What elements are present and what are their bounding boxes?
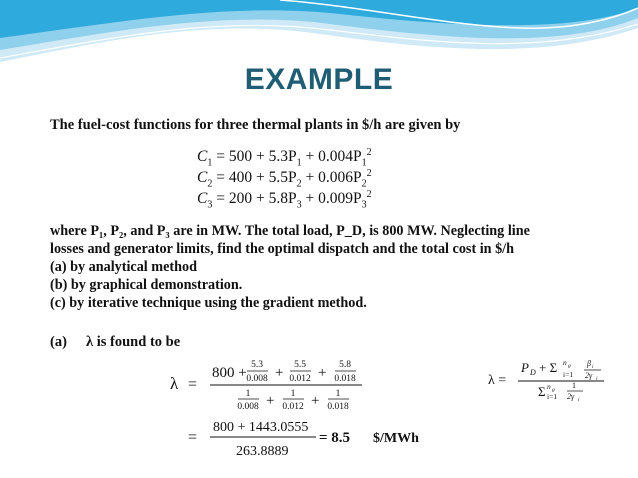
general-beta: β xyxy=(587,359,591,368)
result-unit: $/MWh xyxy=(373,431,419,446)
result-denominator: 263.8889 xyxy=(236,444,289,459)
general-den-two-gamma-sub: i xyxy=(578,397,580,403)
statement-line: losses and generator limits, find the optimal dispatch and the total cost in $/h xyxy=(50,241,515,257)
den-one: 1 xyxy=(335,389,341,399)
equals-sign: = xyxy=(188,429,198,446)
den-0.012: 0.012 xyxy=(282,402,304,412)
frac-0.012: 0.012 xyxy=(289,374,311,384)
statement-line: where P₁, P₂, and P₃ are in MW. The total load, P_D, is 800 MW. Neglecting line xyxy=(50,223,530,239)
general-den-sum-sup-sub: g xyxy=(552,387,555,393)
frac-5.8: 5.8 xyxy=(339,360,351,370)
general-lambda: λ = xyxy=(488,373,507,388)
cost-equation-3: $C_3 = 200 + 5.8P_3 + 0.009P_3^2$ xyxy=(197,189,372,211)
den-0.008: 0.008 xyxy=(237,402,259,412)
general-sum-sub: i=1 xyxy=(563,370,574,379)
frac-5.5: 5.5 xyxy=(294,360,306,370)
den-one: 1 xyxy=(245,389,251,399)
equals-sign: = xyxy=(188,376,198,393)
general-pd-sub: D xyxy=(530,368,536,377)
statement-line: (c) by iterative technique using the gradient method. xyxy=(50,295,367,311)
plus-sign: + xyxy=(275,365,284,381)
den-0.018: 0.018 xyxy=(327,402,349,412)
general-den-one: 1 xyxy=(572,381,576,390)
den-one: 1 xyxy=(290,389,296,399)
general-two-gamma: 2γ xyxy=(585,371,593,380)
statement-line: (a) by analytical method xyxy=(50,259,197,275)
plus-sign: + xyxy=(311,393,320,409)
lambda-found-text: λ is found to be xyxy=(86,334,181,350)
result-value: = 8.5 xyxy=(319,430,351,446)
frac-0.018: 0.018 xyxy=(334,374,356,384)
general-sum-sup-sub: g xyxy=(568,363,571,369)
general-den-sum-sub: i=1 xyxy=(547,392,558,401)
num-800: 800 + xyxy=(212,365,247,381)
slide-title: EXAMPLE xyxy=(244,63,394,96)
frac-5.3: 5.3 xyxy=(251,360,263,370)
problem-intro: The fuel-cost functions for three thermal plants in $/h are given by xyxy=(50,117,461,133)
general-den-two-gamma: 2γ xyxy=(567,392,575,401)
part-a-label: (a) xyxy=(50,334,67,350)
result-numerator: 800 + 1443.0555 xyxy=(213,420,309,435)
general-sum-sup: n xyxy=(563,358,567,367)
statement-line: (b) by graphical demonstration. xyxy=(50,277,243,293)
general-sum: + Σ xyxy=(539,360,558,375)
cost-equation-1: $C_1 = 500 + 5.3P_1 + 0.004P_1^2$ xyxy=(197,147,372,169)
general-pd: P xyxy=(521,360,529,375)
frac-0.008: 0.008 xyxy=(246,374,268,384)
general-den-sum: Σ xyxy=(538,384,546,399)
plus-sign: + xyxy=(318,365,327,381)
cost-equation-2: $C_2 = 400 + 5.5P_2 + 0.006P_2^2$ xyxy=(197,168,372,190)
general-beta-sub: i xyxy=(592,364,594,370)
general-den-sum-sup: n xyxy=(547,382,551,391)
lambda-symbol: λ xyxy=(170,374,179,393)
plus-sign: + xyxy=(266,393,275,409)
general-two-gamma-sub: i xyxy=(596,376,598,382)
